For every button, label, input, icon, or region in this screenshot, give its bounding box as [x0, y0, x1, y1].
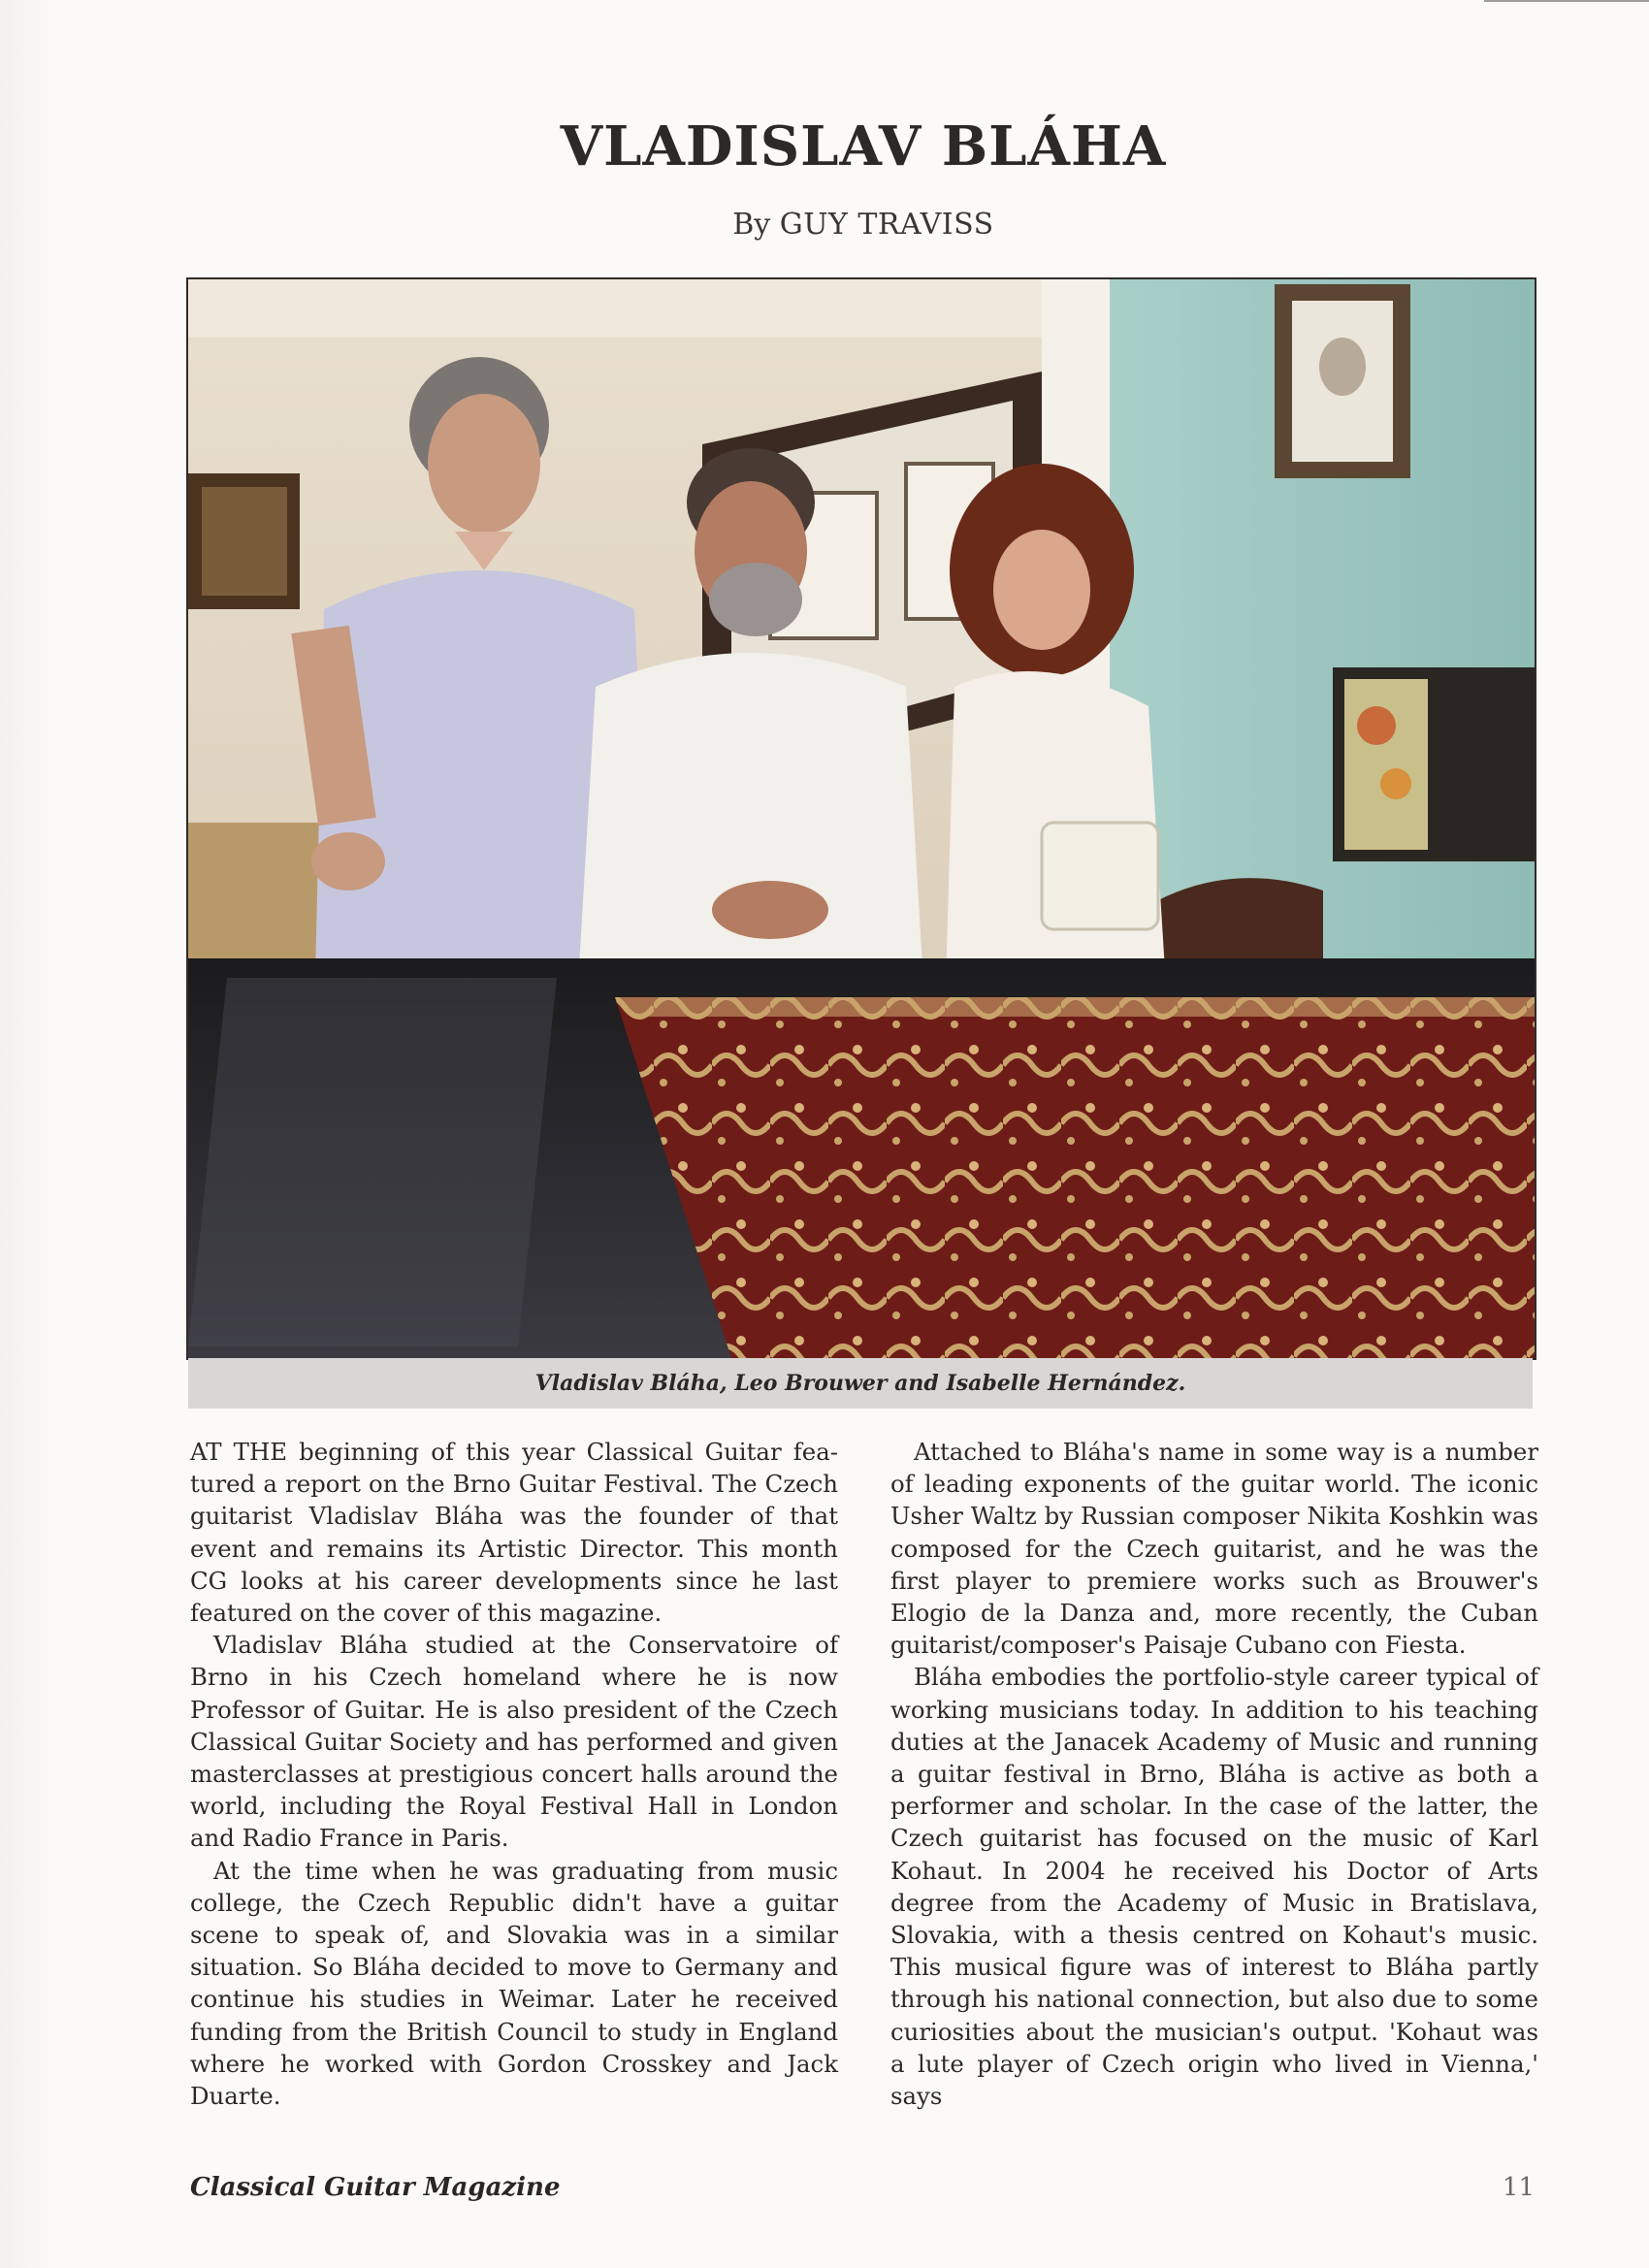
- paragraph: At the time when he was graduating from music college, the Czech Republic didn't have a guitar scene to speak of, and Slovakia was in a similar situation. So Bláha decided to move to Germany and continue his studies in Weimar. Later he received funding from the British Council to study in England where he worked with Gordon Crosskey and Jack Duarte.: [190, 1856, 838, 2111]
- article-title: VLADISLAV BLÁHA: [560, 114, 1167, 178]
- body-column-left: [190, 1436, 838, 2112]
- paragraph: Vladislav Bláha studied at the Conservatoire of Brno in his Czech homeland where he is now Professor of Guitar. He is also president of the Czech Classical Guitar Society and has performed and given masterclasses at prestigious concert halls around the world, including the Royal Festival Hall in London and Radio France in Paris.: [190, 1631, 838, 1853]
- paragraph: Attached to Bláha's name in some way is a number of leading exponents of the guitar world. The iconic Usher Waltz by Russian composer Nikita Koshkin was composed for the Czech guitarist, and he was the first player to premiere works such as Brouwer's Elogio de la Danza and, more recently, the Cuban guitarist/composer's Paisaje Cubano con Fiesta.: [890, 1438, 1538, 1660]
- byline-prefix: By: [732, 208, 780, 242]
- byline-author: GUY TRAVISS: [779, 208, 994, 242]
- paragraph: AT THE beginning of this year Classical Guitar featured a report on the Brno Guitar Festival. The Czech guitarist Vladislav Bláha was the founder of that event and remains its Artistic Director. This month CG looks at his career developments since he last featured on the cover of this magazine.: [190, 1438, 838, 1628]
- page-number: 11: [1502, 2173, 1535, 2202]
- byline: [184, 208, 1542, 242]
- photo-illustration: [188, 279, 1535, 1358]
- top-rule: [1484, 0, 1649, 2]
- photo-caption: Vladislav Bláha, Leo Brouwer and Isabelle Hernández.: [188, 1358, 1533, 1409]
- body-column-right: [890, 1436, 1538, 2112]
- article-photo: [186, 277, 1536, 1360]
- publication-name: Classical Guitar Magazine: [190, 2173, 561, 2202]
- page-binding-edge: [0, 0, 60, 2268]
- paragraph: Bláha embodies the portfolio-style career typical of working musicians today. In addition to his teaching duties at the Janacek Academy of Music and running a guitar festival in Brno, Bláha is active as both a performer and scholar. In the case of the latter, the Czech guitarist has focused on the music of Karl Kohaut. In 2004 he received his Doctor of Arts degree from the Academy of Music in Bratislava, Slovakia, with a thesis centred on Kohaut's music. This musical figure was of interest to Bláha partly through his national connection, but also due to some curiosities about the musician's output. 'Kohaut was a lute player of Czech origin who lived in Vienna,' says: [890, 1663, 1538, 2111]
